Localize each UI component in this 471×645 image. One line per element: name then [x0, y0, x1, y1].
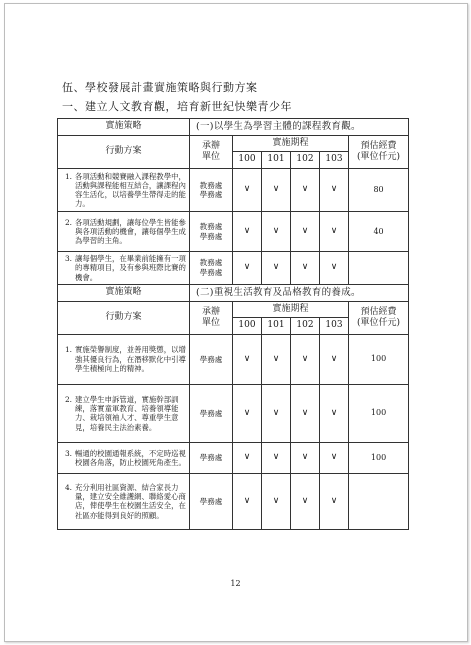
- check-mark: ∨: [320, 334, 349, 384]
- year-header: 100: [233, 152, 262, 169]
- cost-cell: 80: [349, 169, 409, 212]
- year-header: 102: [291, 317, 320, 334]
- check-mark: ∨: [262, 334, 291, 384]
- check-mark: ∨: [262, 252, 291, 285]
- action-number: 4.: [64, 482, 72, 492]
- unit-cell: 學務處: [190, 334, 233, 384]
- action-header: 行動方案: [58, 136, 190, 169]
- unit-header: [190, 136, 233, 169]
- check-mark: ∨: [291, 252, 320, 285]
- strategy-table: [57, 118, 409, 530]
- year-header: 100: [233, 317, 262, 334]
- action-row: [58, 384, 409, 442]
- action-text: 暢通的校園通報系統，不定時巡視校園各角落，防止校園死角產生。: [75, 448, 186, 467]
- cost-label: 預估經費: [360, 306, 397, 317]
- column-header-row: [58, 136, 409, 152]
- year-header: 103: [320, 317, 349, 334]
- cost-unit: (單位仟元): [357, 317, 401, 328]
- check-mark: ∨: [233, 442, 262, 473]
- check-mark: ∨: [291, 212, 320, 252]
- subsection-heading: 一、建立人文教育觀，培育新世紀快樂青少年: [62, 100, 292, 113]
- check-mark: ∨: [262, 212, 291, 252]
- check-mark: ∨: [233, 473, 262, 529]
- check-mark: ∨: [291, 334, 320, 384]
- action-text: 建立學生申訴管道，實施幹部訓練，落實童軍教育、培養領導能力、栽培領袖人才、尊重學生意見，培養民主法治素養。: [75, 394, 179, 432]
- year-header: 101: [262, 152, 291, 169]
- action-row: [58, 334, 409, 384]
- cost-label: 預估經費: [360, 140, 397, 151]
- check-mark: ∨: [291, 473, 320, 529]
- check-mark: ∨: [291, 442, 320, 473]
- strategy-header-row: [58, 119, 409, 136]
- action-cell: [58, 334, 190, 384]
- strategy-label: 實施策略: [58, 284, 190, 301]
- section-heading: 伍、學校發展計畫實施策略與行動方案: [62, 81, 258, 94]
- cost-cell: 100: [349, 384, 409, 442]
- check-mark: ∨: [262, 473, 291, 529]
- action-cell: [58, 252, 190, 285]
- cost-header: [349, 301, 409, 334]
- cost-cell: 100: [349, 334, 409, 384]
- action-cell: [58, 212, 190, 252]
- strategy-title: (二)重視生活教育及品格教育的養成。: [190, 284, 409, 301]
- check-mark: ∨: [262, 442, 291, 473]
- unit-header-text: 承辦單位: [201, 140, 220, 162]
- check-mark: ∨: [320, 169, 349, 212]
- action-number: 3.: [64, 254, 72, 263]
- action-row: [58, 473, 409, 529]
- cost-cell: [349, 252, 409, 285]
- action-row: [58, 252, 409, 285]
- strategy-label: 實施策略: [58, 119, 190, 136]
- year-header: 103: [320, 152, 349, 169]
- period-header: 實施期程: [233, 136, 349, 152]
- action-number: 2.: [64, 394, 72, 404]
- action-row: [58, 212, 409, 252]
- unit-header: [190, 301, 233, 334]
- check-mark: ∨: [291, 169, 320, 212]
- year-header: 101: [262, 317, 291, 334]
- action-header: 行動方案: [58, 301, 190, 334]
- check-mark: ∨: [320, 212, 349, 252]
- unit-cell: 教務處 學務處: [190, 169, 233, 212]
- action-text: 各項活動和競賽融入課程教學中，活動與課程能相互結合，讓課程內容生活化，以培養學生帶得走的能力。: [75, 171, 186, 209]
- check-mark: ∨: [262, 169, 291, 212]
- check-mark: ∨: [291, 384, 320, 442]
- period-header: 實施期程: [233, 301, 349, 317]
- year-header: 102: [291, 152, 320, 169]
- action-number: 2.: [64, 217, 72, 227]
- check-mark: ∨: [320, 252, 349, 285]
- strategy-title: (一)以學生為學習主體的課程教育觀。: [190, 119, 409, 136]
- action-row: [58, 169, 409, 212]
- action-number: 3.: [64, 448, 72, 458]
- unit-cell: 教務處 學務處: [190, 212, 233, 252]
- action-row: [58, 442, 409, 473]
- check-mark: ∨: [320, 384, 349, 442]
- action-cell: [58, 169, 190, 212]
- check-mark: ∨: [233, 169, 262, 212]
- check-mark: ∨: [262, 384, 291, 442]
- unit-header-text: 承辦單位: [201, 306, 220, 328]
- check-mark: ∨: [233, 212, 262, 252]
- strategy-header-row: [58, 284, 409, 301]
- check-mark: ∨: [233, 334, 262, 384]
- cost-cell: 40: [349, 212, 409, 252]
- page-number: 12: [230, 579, 241, 588]
- cost-header: [349, 136, 409, 169]
- unit-cell: 學務處: [190, 442, 233, 473]
- unit-cell: 學務處: [190, 473, 233, 529]
- check-mark: ∨: [233, 384, 262, 442]
- action-text: 實施榮譽制度，並善用獎懲，以增強其優良行為，在潛移默化中引導學生積極向上的精神。: [75, 345, 186, 373]
- action-text: 讓每個學生，在畢業前能擁有一項的專精項目，及有參與班際比賽的機會。: [75, 254, 186, 282]
- check-mark: ∨: [233, 252, 262, 285]
- column-header-row: [58, 301, 409, 317]
- action-text: 充分利用社區資源、結合家長力量，建立安全維護網、聯絡愛心商店，俾使學生在校園生活安全，在社區亦能得到良好的照顧。: [75, 482, 186, 520]
- action-cell: [58, 384, 190, 442]
- action-text: 各項活動規劃，讓每位學生皆能參與各項活動的機會，讓每個學生成為學習的主角。: [75, 217, 186, 246]
- cost-cell: 100: [349, 442, 409, 473]
- unit-cell: 學務處: [190, 384, 233, 442]
- check-mark: ∨: [320, 473, 349, 529]
- cost-cell: [349, 473, 409, 529]
- check-mark: ∨: [320, 442, 349, 473]
- action-cell: [58, 442, 190, 473]
- cost-unit: (單位仟元): [357, 152, 401, 162]
- unit-cell: 教務處 學務處: [190, 252, 233, 285]
- action-cell: [58, 473, 190, 529]
- action-number: 1.: [64, 345, 72, 355]
- action-number: 1.: [64, 171, 72, 181]
